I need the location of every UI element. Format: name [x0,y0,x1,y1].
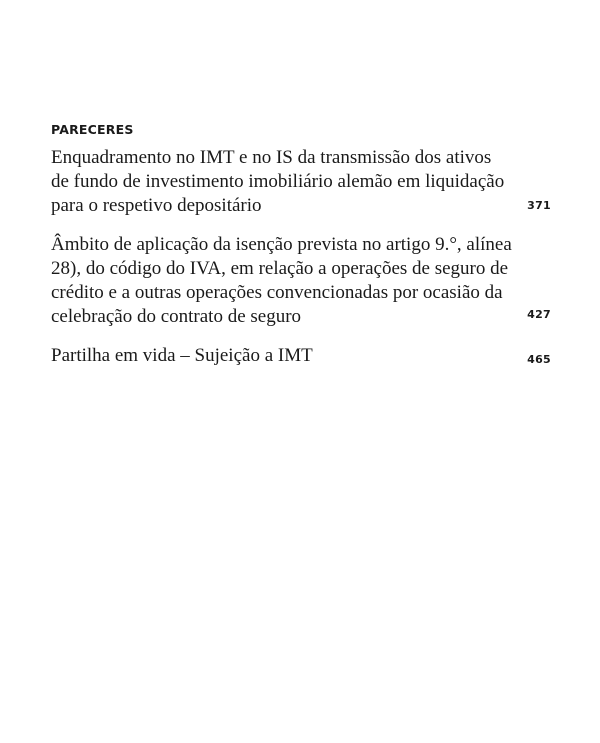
toc-entry-title-line: para o respetivo depositário [51,195,262,216]
toc-entry [51,233,551,329]
toc-entry-title [51,233,512,329]
toc-entry [51,344,551,368]
toc-entry-title-line: Âmbito de aplicação da isenção prevista no artigo 9.°, alínea [51,234,512,255]
toc-entry-title-line: Partilha em vida – Sujeição a IMT [51,345,313,366]
toc-entry-page-number: 427 [527,308,551,321]
toc-entry-title-line: Enquadramento no IMT e no IS da transmissão dos ativos [51,147,492,168]
toc-entry-page-number: 371 [527,199,551,212]
toc-entry-title [51,344,506,368]
toc-entry-title-line: 28), do código do IVA, em relação a operações de seguro de [51,258,509,279]
toc-entry-page-number: 465 [527,353,551,366]
section-heading: PARECERES [51,122,134,137]
toc-entry-title-line: celebração do contrato de seguro [51,306,302,327]
toc-entry-title-line: de fundo de investimento imobiliário alemão em liquidação [51,171,505,192]
toc-entry-title [51,146,506,218]
toc-entry-title-line: crédito e a outras operações convencionadas por ocasião da [51,282,503,303]
toc-entry [51,146,551,218]
